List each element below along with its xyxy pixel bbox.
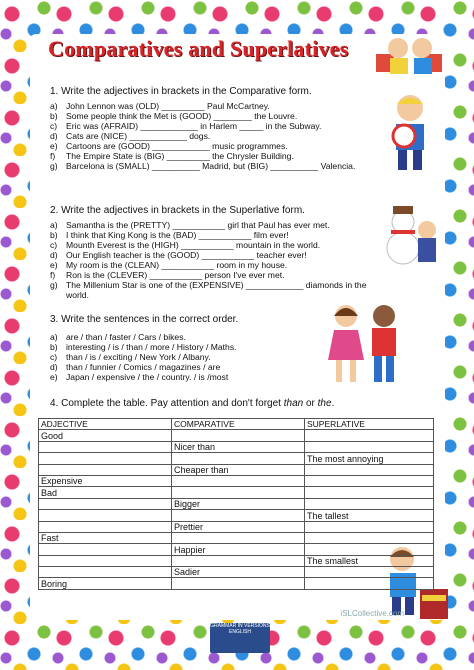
header-comparative: COMPARATIVE	[172, 419, 305, 430]
list-item: g) The Millenium Star is one of the (EXPENSIVE) ____________ diamonds in the world.	[50, 279, 367, 300]
table-row: Fast	[39, 532, 434, 543]
table-row: Sadier	[39, 567, 434, 578]
list-item: b) interesting / is / than / more / History / Maths.	[50, 341, 237, 352]
list-item: d) Cats are (NICE) ____________ dogs.	[50, 130, 211, 141]
section-3	[50, 314, 310, 382]
table-row: Boring	[39, 578, 434, 589]
site-watermark: iSLCollective.com	[340, 609, 404, 618]
table-row: Prettier	[39, 521, 434, 532]
section-1	[50, 86, 380, 171]
page-title: Comparatives and Superlatives	[48, 36, 349, 61]
table-row: Nicer than	[39, 441, 434, 452]
list-item: c) Eric was (AFRAID) ____________ in Harlem _____ in the Subway.	[50, 120, 322, 131]
list-item: g) Barcelona is (SMALL) __________ Madrid, but (BIG) __________ Valencia.	[50, 160, 356, 171]
table-row: Good	[39, 430, 434, 441]
section-1-heading: 1. Write the adjectives in brackets in the Comparative form.	[50, 86, 312, 97]
list-item: d) Our English teacher is the (GOOD) ___________ teacher ever!	[50, 249, 307, 260]
header-adjective: ADJECTIVE	[39, 419, 172, 430]
section-2	[50, 205, 390, 300]
list-item: b) Some people think the Met is (GOOD) ________ the Louvre.	[50, 110, 298, 121]
table-row: Expensive	[39, 475, 434, 486]
table-header-row	[39, 419, 434, 430]
list-item: e) Cartoons are (GOOD) ____________ music programmes.	[50, 140, 288, 151]
kids-with-blocks-image	[370, 30, 450, 80]
adjective-table	[38, 418, 434, 590]
two-kids-image	[322, 302, 410, 390]
table-row: The most annoying	[39, 453, 434, 464]
section-2-heading: 2. Write the adjectives in brackets in the Superlative form.	[50, 205, 305, 216]
table-row: The smallest	[39, 555, 434, 566]
list-item: c) Mounth Everest is the (HIGH) ___________ mountain in the world.	[50, 239, 321, 250]
table-row: The tallest	[39, 510, 434, 521]
list-item: c) than / is / exciting / New York / Albany.	[50, 351, 211, 362]
list-item: e) My room is the (CLEAN) ___________ room in my house.	[50, 259, 288, 270]
snowman-kids-image	[383, 200, 441, 270]
list-item: a) John Lennon was (OLD) _________ Paul McCartney.	[50, 100, 270, 111]
boy-with-clock-image	[384, 92, 436, 178]
table-row: Happier	[39, 544, 434, 555]
list-item: b) I think that King Kong is the (BAD) ___________ film ever!	[50, 229, 289, 240]
table-row: Cheaper than	[39, 464, 434, 475]
list-item: a) Samantha is the (PRETTY) ___________ girl that Paul has ever met.	[50, 219, 330, 230]
list-item: f) The Empire State is (BIG) _________ the Chrysler Building.	[50, 150, 294, 161]
section-4-heading: 4. Complete the table. Pay attention and don't forget than or the.	[50, 398, 335, 409]
badge-logo: GRAMMAR IN VERSIONS ENGLISH	[210, 623, 270, 653]
list-item: a) are / than / faster / Cars / bikes.	[50, 331, 186, 342]
list-item: d) than / funnier / Comics / magazines / are	[50, 361, 221, 372]
list-item: f) Ron is the (CLEVER) ___________ person I've ever met.	[50, 269, 285, 280]
header-superlative: SUPERLATIVE	[305, 419, 434, 430]
table-row: Bad	[39, 487, 434, 498]
table-row: Bigger	[39, 498, 434, 509]
list-item: e) Japan / expensive / the / country. / is /most	[50, 371, 229, 382]
section-3-heading: 3. Write the sentences in the correct order.	[50, 314, 239, 325]
